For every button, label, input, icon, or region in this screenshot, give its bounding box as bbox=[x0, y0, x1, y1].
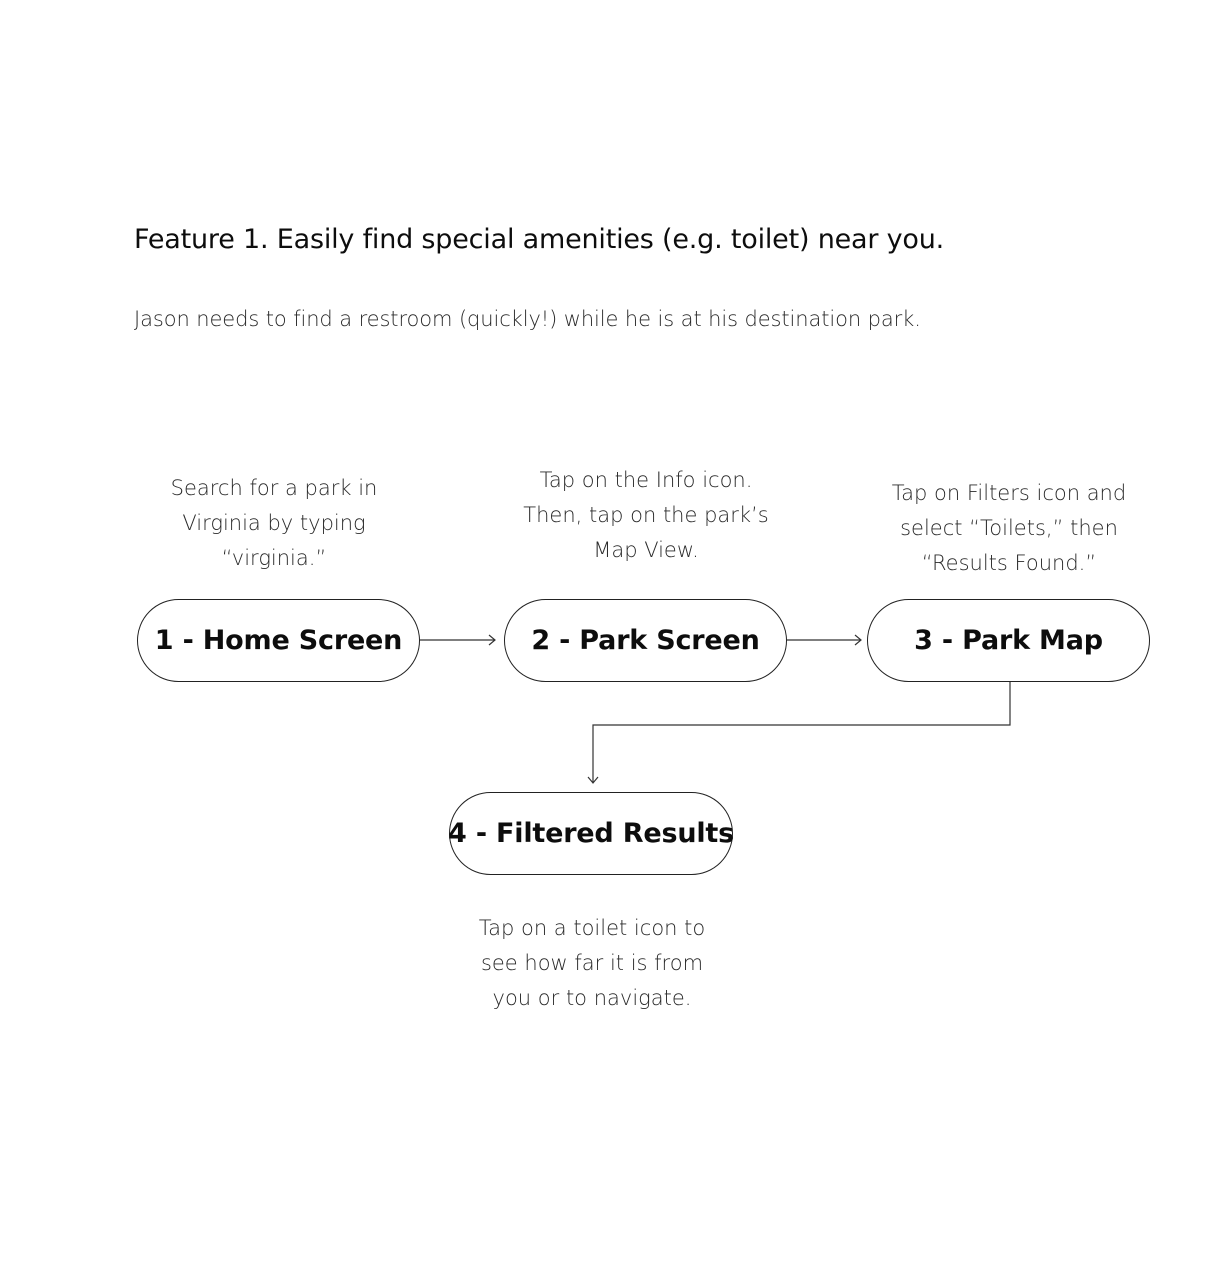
step-2-park-screen: 2 - Park Screen bbox=[504, 599, 787, 682]
arrow-3-to-4 bbox=[593, 682, 1010, 783]
step-4-filtered-results: 4 - Filtered Results bbox=[449, 792, 733, 875]
step-2-caption: Tap on the Info icon. Then, tap on the park’s Map View. bbox=[523, 468, 769, 562]
page-subtitle: Jason needs to find a restroom (quickly!) while he is at his destination park. bbox=[134, 307, 921, 331]
step-1-home-screen: 1 - Home Screen bbox=[137, 599, 420, 682]
step-3-caption: Tap on Filters icon and select “Toilets,” then “Results Found.” bbox=[891, 481, 1127, 575]
step-3-park-map: 3 - Park Map bbox=[867, 599, 1150, 682]
page-title: Feature 1. Easily find special amenities (e.g. toilet) near you. bbox=[134, 224, 945, 255]
step-1-caption: Search for a park in Virginia by typing “virginia.” bbox=[170, 476, 378, 570]
step-4-caption: Tap on a toilet icon to see how far it is from you or to navigate. bbox=[478, 916, 706, 1010]
